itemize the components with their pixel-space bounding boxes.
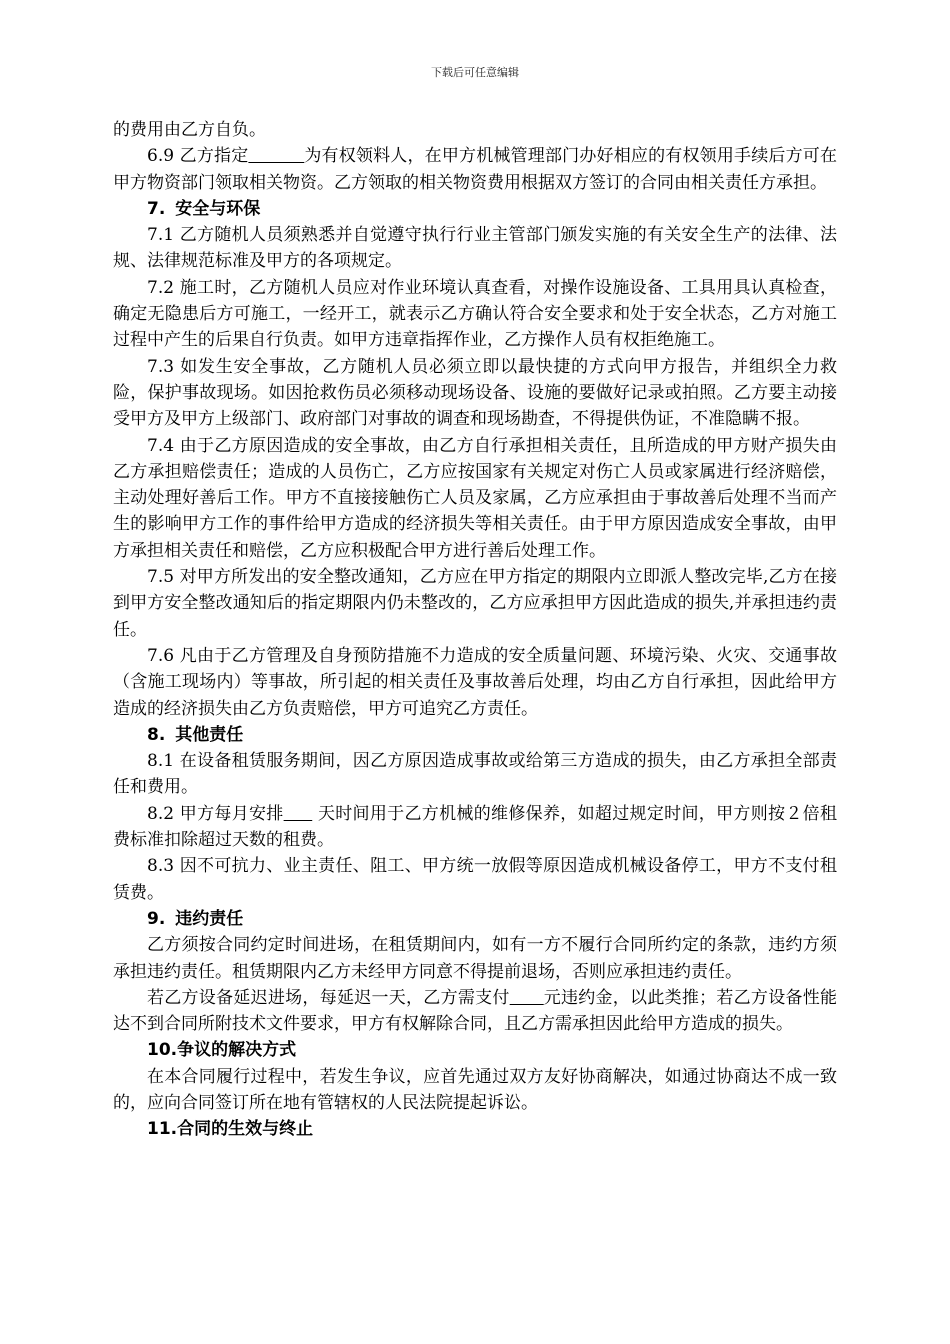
paragraph: 的费用由乙方自负。 (113, 120, 266, 140)
document-body (113, 117, 837, 1143)
section-title: 其他责任 (175, 724, 244, 745)
section-title: 合同的生效与终止 (177, 1119, 314, 1140)
section-title: 争议的解决方式 (177, 1040, 297, 1061)
clause-7-3: 7.3 如发生安全事故，乙方随机人员必须立即以最快捷的方式向甲方报告，并组织全力救险，保护事故现场。如因抢救伤员必须移动现场设备、设施的要做好记录或拍照。乙方要主动接受甲方及甲方上级部门、政府部门对事故的调查和现场勘查，不得提供伪证，不准隐瞒不报。 (113, 356, 837, 430)
clause-text: 若乙方设备延迟进场，每延迟一天，乙方需支付 (147, 987, 510, 1008)
paragraph: 乙方须按合同约定时间进场，在租赁期间内，如有一方不履行合同所约定的条款，违约方须承担违约责任。租赁期限内乙方未经甲方同意不得提前退场，否则应承担违约责任。 (113, 935, 837, 982)
clause-7-5: 7.5 对甲方所发出的安全整改通知，乙方应在甲方指定的期限内立即派人整改完毕,乙方在接到甲方安全整改通知后的指定期限内仍未整改的，乙方应承担甲方因此造成的损失,并承担违约责任。 (113, 567, 837, 640)
fill-in-blank (510, 988, 544, 1008)
section-heading-8 (147, 722, 837, 748)
clause-text: 天时间用于乙方机械的维修保养，如超过规定时间，甲方则按２倍租费标准扣除超过天数的租费。 (113, 803, 837, 851)
section-number: 7. (147, 198, 166, 219)
clause-text: 为有权领料人，在甲方机械管理部门办好相应的有权领用手续后方可在甲方物资部门领取相关物资。乙方领取的相关物资费用根据双方签订的合同由相关责任方承担。 (113, 146, 837, 193)
paragraph: 在本合同履行过程中，若发生争议，应首先通过双方友好协商解决，如通过协商达不成一致的，应向合同签订所在地有管辖权的人民法院提起诉讼。 (113, 1066, 837, 1113)
page-header: 下载后可任意编辑 (431, 66, 519, 79)
paragraph (113, 985, 837, 1038)
clause-7-2: 7.2 施工时，乙方随机人员应对作业环境认真查看，对操作设施设备、工具用具认真检查，确定无隐患后方可施工，一经开工，就表示乙方确认符合安全要求和处于安全状态，乙方对施工过程中产生的后果自行负责。如甲方违章指挥作业，乙方操作人员有权拒绝施工。 (113, 277, 837, 351)
section-number: 8. (147, 724, 166, 745)
clause-7-1: 7.1 乙方随机人员须熟悉并自觉遵守执行行业主管部门颁发实施的有关安全生产的法律、法规、法律规范标准及甲方的各项规定。 (113, 225, 837, 272)
clause-8-2 (113, 801, 837, 854)
fill-in-blank (284, 804, 313, 824)
clause-text: 元违约金，以此类推；若乙方设备性能达不到合同所附技术文件要求，甲方有权解除合同，且乙方需承担因此给甲方造成的损失。 (113, 987, 838, 1035)
section-heading-9 (147, 906, 837, 932)
section-heading-10 (147, 1037, 837, 1063)
section-title: 安全与环保 (175, 198, 261, 219)
section-number: 10. (147, 1040, 178, 1061)
clause-8-1: 8.1 在设备租赁服务期间，因乙方原因造成事故或给第三方造成的损失，由乙方承担全部责任和费用。 (113, 751, 837, 798)
clause-7-4: 7.4 由于乙方原因造成的安全事故，由乙方自行承担相关责任，且所造成的甲方财产损失由乙方承担赔偿责任；造成的人员伤亡，乙方应按国家有关规定对伤亡人员或家属进行经济赔偿，主动处理好善后工作。甲方不直接接触伤亡人员及家属，乙方应承担由于事故善后处理不当而产生的影响甲方工作的事件给甲方造成的经济损失等相关责任。由于甲方原因造成安全事故，由甲方承担相关责任和赔偿，乙方应积极配合甲方进行善后处理工作。 (113, 435, 837, 561)
fill-in-blank (248, 146, 304, 166)
clause-text: 8.2 甲方每月安排 (147, 803, 284, 824)
clause-7-6: 7.6 凡由于乙方管理及自身预防措施不力造成的安全质量问题、环境污染、火灾、交通事故（含施工现场内）等事故，所引起的相关责任及事故善后处理，均由乙方自行承担，因此给甲方造成的经济损失由乙方负责赔偿，甲方可追究乙方责任。 (113, 645, 837, 719)
section-title: 违约责任 (175, 908, 244, 929)
section-heading-11 (147, 1116, 837, 1142)
section-number: 9. (147, 908, 166, 929)
clause-8-3: 8.3 因不可抗力、业主责任、阻工、甲方统一放假等原因造成机械设备停工，甲方不支付租赁费。 (113, 856, 837, 903)
section-heading-7 (147, 196, 837, 222)
section-number: 11. (147, 1119, 178, 1140)
clause-text: 6.9 乙方指定 (147, 146, 249, 167)
clause-6-9 (113, 143, 837, 196)
